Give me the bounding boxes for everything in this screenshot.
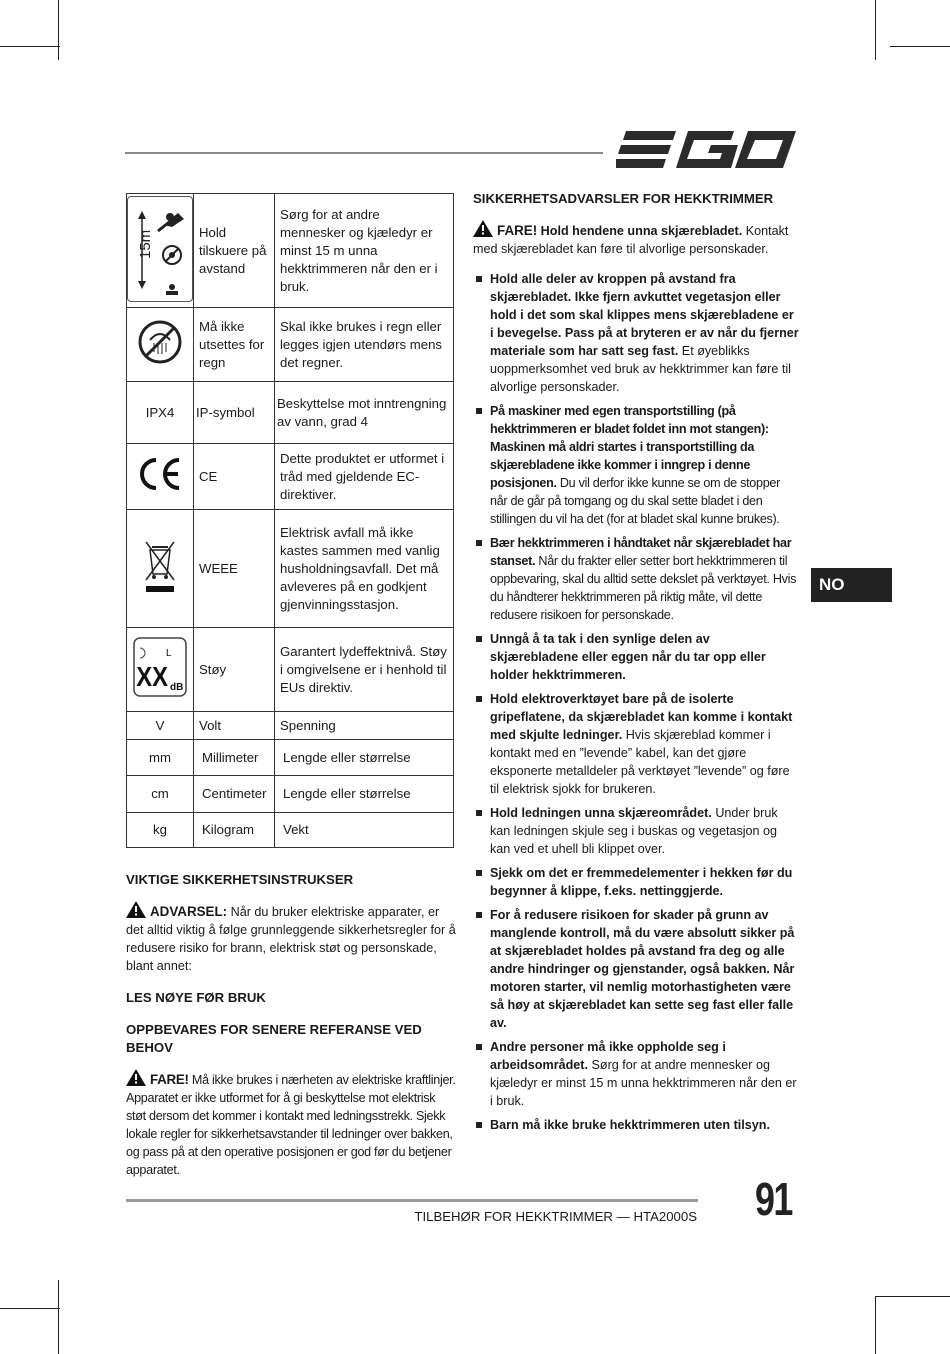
symbol-cell: mm — [127, 740, 194, 776]
list-item — [473, 690, 799, 798]
bullet-text: Et øyeblikks uoppmerksomhet ved bruk av hekktrimmer kan føre til alvorlige personskader. — [490, 344, 791, 394]
section-heading: LES NØYE FØR BRUK — [126, 990, 266, 1005]
ego-logo — [616, 128, 798, 172]
list-item — [473, 906, 799, 1032]
bullet-bold: Andre personer må ikke oppholde seg i arbeidsområdet. — [490, 1040, 726, 1072]
symbol-description: Skal ikke brukes i regn eller legges igjen utendørs mens det regner. — [275, 308, 454, 382]
symbol-name: Støy — [194, 628, 275, 712]
table-row — [127, 382, 454, 444]
bullet-bold: For å redusere risikoen for skader på grunn av manglende kontroll, må du være absolutt sikker på at skjærebladet holdes på avstand fra deg og alle andre hindringer og gjenstander, også bakken. Når motoren starter, vil nemlig motorhastigheten være så høy at skjærebladet kan sette seg fast eller falle av. — [490, 908, 795, 1030]
no-rain-icon — [136, 318, 184, 366]
danger-label: FARE! — [497, 223, 538, 238]
table-row — [127, 813, 454, 848]
bullet-text: Hvis skjæreblad kommer i kontakt med en ”levende” kabel, kan det gjøre eksponerte metalldeler på verktøyet ”levende” og føre til elektrisk sjokk for brukeren. — [490, 728, 790, 796]
bullet-bold: Hold elektroverktøyet bare på de isolerte gripeflatene, da skjærebladet kan komme i kontakt med skjulte ledninger. — [490, 692, 793, 742]
symbol-name: Hold tilskuere på avstand — [194, 194, 275, 308]
list-item — [473, 402, 799, 528]
symbol-description: Dette produktet er utformet i tråd med gjeldende EC-direktiver. — [275, 444, 454, 510]
list-item — [473, 534, 799, 624]
danger-bold: Hold hendene unna skjærebladet. — [540, 224, 743, 238]
symbol-description: Lengde eller størrelse — [275, 740, 454, 776]
symbol-name: Centimeter — [194, 776, 275, 813]
language-tab: NO — [811, 568, 892, 602]
list-item — [473, 270, 799, 396]
symbol-description: Lengde eller størrelse — [275, 776, 454, 813]
crop-mark — [58, 1280, 59, 1354]
list-item — [473, 804, 799, 858]
symbol-name: Må ikke utsettes for regn — [194, 308, 275, 382]
warning-triangle-icon — [126, 901, 146, 918]
symbol-description: Garantert lydeffektnivå. Støy i omgivelsene er i henhold til EUs direktiv. — [275, 628, 454, 712]
keep-distance-15m-icon — [127, 196, 193, 302]
symbol-name: CE — [194, 444, 275, 510]
warning-triangle-icon — [126, 1069, 146, 1086]
danger-paragraph — [473, 220, 799, 258]
danger-paragraph — [126, 1069, 456, 1179]
list-item — [473, 1038, 799, 1110]
section-heading: SIKKERHETSADVARSLER FOR HEKKTRIMMER — [473, 191, 774, 206]
symbol-name: IP-symbol — [194, 382, 275, 444]
crop-mark — [58, 0, 59, 60]
symbol-name: WEEE — [194, 510, 275, 628]
symbol-cell: V — [127, 712, 194, 740]
page-number: 91 — [755, 1173, 792, 1225]
right-section — [473, 190, 799, 1140]
table-row — [127, 194, 454, 308]
bullet-text: Under bruk kan ledningen skjule seg i buskas og vegetasjon og kan ved et uhell bli klippet over. — [490, 806, 778, 856]
symbol-name: Kilogram — [194, 813, 275, 848]
svg-text:L: L — [166, 648, 172, 659]
crop-mark — [0, 1308, 60, 1309]
crop-mark — [890, 46, 950, 47]
ce-mark-icon — [137, 457, 183, 491]
warnings-list — [473, 270, 799, 1134]
section-heading: VIKTIGE SIKKERHETSINSTRUKSER — [126, 872, 354, 887]
bullet-bold: Unngå å ta tak i den synlige delen av skjærebladene eller eggen når du tar opp eller holder hekktrimmeren. — [490, 632, 766, 682]
svg-text:dB: dB — [170, 682, 184, 693]
table-row — [127, 510, 454, 628]
danger-text: Kontakt med skjærebladet kan føre til alvorlige personskader. — [473, 224, 789, 256]
bullet-bold: Sjekk om det er fremmedelementer i hekken før du begynner å klippe, f.eks. nettinggjerde. — [490, 866, 793, 898]
bullet-bold: Hold alle deler av kroppen på avstand fra skjærebladet. Ikke fjern avkuttet vegetasjon eller hold i det som skal klippes mens skjærebladene er i bevegelse. Pass på at bryteren er av når du fjerner materiale som har satt seg fast. — [490, 272, 799, 358]
list-item — [473, 1116, 799, 1134]
list-item — [473, 630, 799, 684]
table-row — [127, 740, 454, 776]
danger-text: Må ikke brukes i nærheten av elektriske kraftlinjer. Apparatet er ikke utformet for å gi beskyttelse mot elektrisk støt dersom det kommer i kontakt med ledningsstrekk. Sjekk lokale regler for sikkerhetsavstander til ledninger over bakken, og pass på at den operative posisjonen er god før du betjener apparatet. — [126, 1073, 456, 1177]
weee-bin-icon — [140, 538, 180, 594]
crop-mark — [0, 46, 60, 47]
table-row — [127, 444, 454, 510]
warning-triangle-icon — [473, 220, 493, 237]
symbol-cell — [127, 308, 194, 382]
left-section — [126, 871, 456, 1179]
symbol-cell: IPX4 — [127, 382, 194, 444]
warning-text: Når du bruker elektriske apparater, er det alltid viktig å følge grunnleggende sikkerhetsregler for å redusere risiko for brann, elektrisk støt og personskade, blant annet: — [126, 905, 456, 973]
symbol-cell: cm — [127, 776, 194, 813]
table-row — [127, 712, 454, 740]
symbol-cell — [127, 628, 194, 712]
sound-level-icon — [132, 636, 188, 698]
list-item — [473, 864, 799, 900]
bullet-bold: Hold ledningen unna skjæreområdet. — [490, 806, 712, 820]
svg-text:XX: XX — [136, 660, 168, 693]
bullet-bold: På maskiner med egen transportstilling (på hekktrimmeren er bladet foldet inn mot stangen): Maskinen må aldri startes i transportstilling da skjærebladene ikke kommer i inngrep i denne posisjonen. — [490, 404, 769, 490]
section-heading: OPPBEVARES FOR SENERE REFERANSE VED BEHOV — [126, 1022, 422, 1055]
symbol-cell — [127, 194, 194, 308]
crop-mark — [875, 0, 876, 60]
warning-paragraph — [126, 901, 456, 975]
table-row — [127, 776, 454, 813]
footer-title: TILBEHØR FOR HEKKTRIMMER — HTA2000S — [414, 1209, 697, 1224]
warning-label: ADVARSEL: — [150, 904, 228, 919]
bullet-bold: Barn må ikke bruke hekktrimmeren uten tilsyn. — [490, 1118, 770, 1132]
symbol-cell — [127, 510, 194, 628]
symbol-cell — [127, 444, 194, 510]
bullet-bold: Bær hekktrimmeren i håndtaket når skjærebladet har stanset. — [490, 536, 792, 568]
danger-label: FARE! — [150, 1072, 189, 1087]
symbol-name: Millimeter — [194, 740, 275, 776]
bullet-text: Du vil derfor ikke kunne se om de stopper når de går på tomgang og du skal sette bladet i den stillingen du vil ha det (for at bladet skal kunne brukes). — [490, 476, 780, 526]
header-rule — [125, 152, 603, 154]
svg-text:15m: 15m — [137, 229, 154, 259]
bullet-text: Når du frakter eller setter bort hekktrimmeren til oppbevaring, skal du alltid sette dekslet på verktøyet. Hvis du håndterer hekktrimmeren på riktig måte, vil dette redusere risikoen for personskade. — [490, 554, 797, 622]
bullet-text: Sørg for at andre mennesker og kjæledyr er minst 15 m unna hekktrimmeren når den er i bruk. — [490, 1058, 797, 1108]
symbol-description: Spenning — [275, 712, 454, 740]
crop-mark — [875, 1296, 876, 1354]
table-row — [127, 308, 454, 382]
symbol-description: Sørg for at andre mennesker og kjæledyr er minst 15 m unna hekktrimmeren når den er i bruk. — [275, 194, 454, 308]
footer-rule — [126, 1199, 698, 1202]
crop-mark — [875, 1296, 950, 1297]
symbol-cell: kg — [127, 813, 194, 848]
symbols-table — [126, 193, 454, 848]
symbol-description: Vekt — [275, 813, 454, 848]
symbol-description: Elektrisk avfall må ikke kastes sammen med vanlig husholdningsavfall. Det må avleveres på en godkjent gjenvinningsstasjon. — [275, 510, 454, 628]
symbol-name: Volt — [194, 712, 275, 740]
symbol-description: Beskyttelse mot inntrengning av vann, grad 4 — [275, 382, 454, 444]
table-row — [127, 628, 454, 712]
